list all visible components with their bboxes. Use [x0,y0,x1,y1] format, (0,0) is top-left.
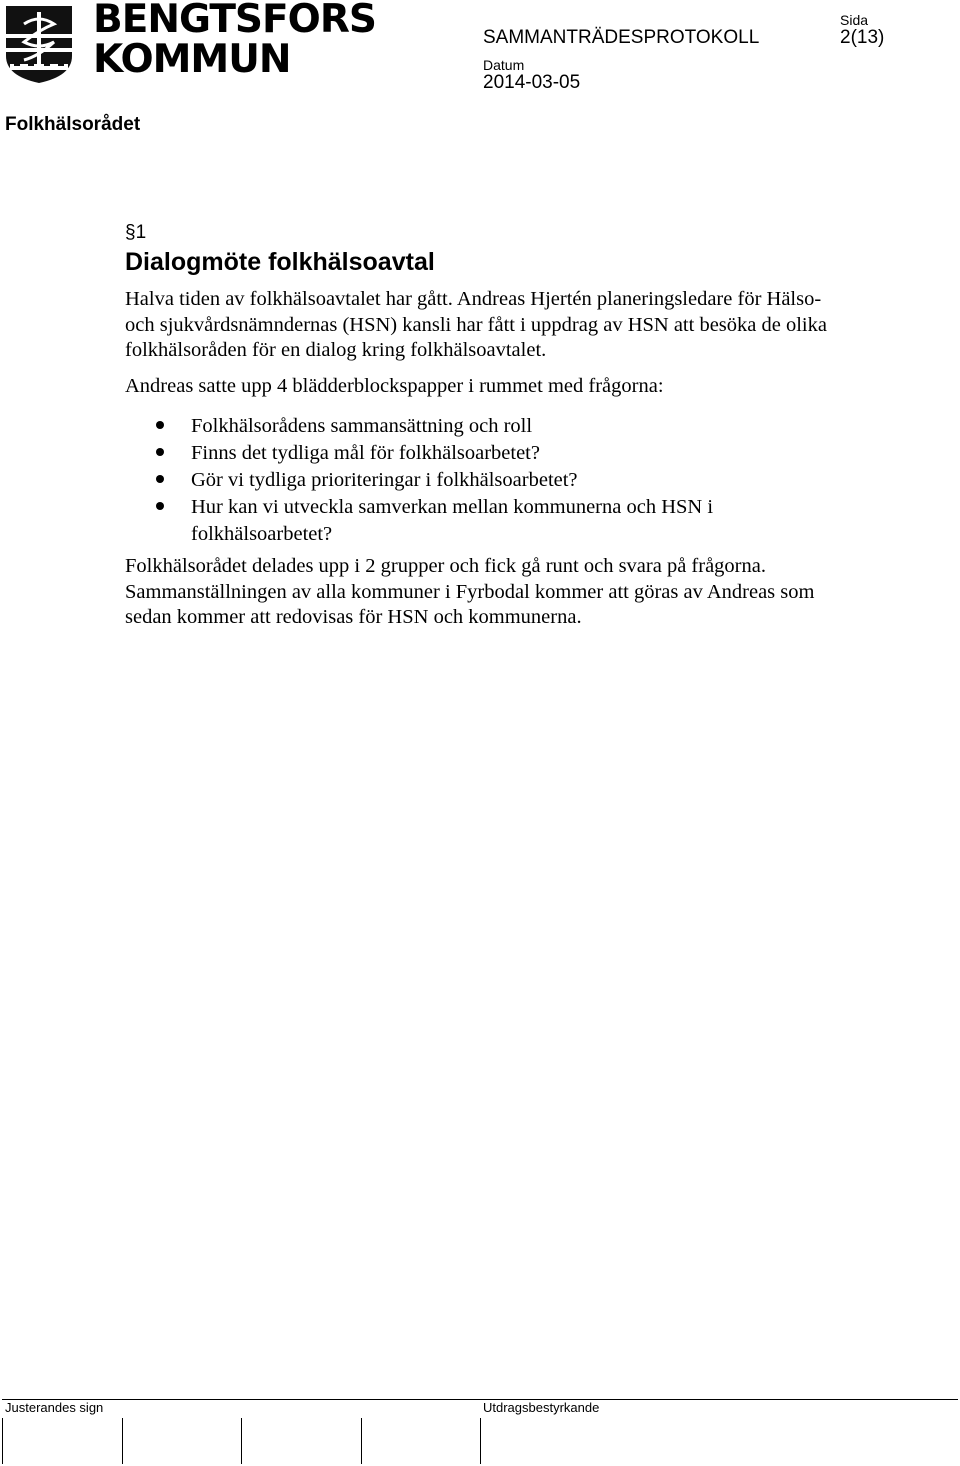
list-item [125,494,825,548]
bullet-icon [156,475,164,483]
brand-line-2: KOMMUN [93,37,291,82]
conclusion-paragraph: Folkhälsorådet delades upp i 2 grupper och fick gå runt och svara på frågorna. Sammanställningen av alla kommuner i Fyrbodal kommer att göras av Andreas som sedan kommer att redovisas för HSN och kommunerna. [125,555,815,628]
bullet-icon [156,421,164,429]
list-item [125,413,825,440]
questions-intro: Andreas satte upp 4 blädderblockspapper i rummet med frågorna: [125,375,664,397]
section-heading: Dialogmöte folkhälsoavtal [125,248,435,276]
bullet-icon [156,502,164,510]
questions-list [125,413,825,548]
page-label: Sida [840,12,869,28]
page-number: 2(13) [840,27,885,48]
utdragsbestyrkande-label: Utdragsbestyrkande [483,1400,600,1415]
footer-divider [2,1399,958,1400]
question-text: Gör vi tydliga prioriteringar i folkhälsoarbetet? [191,469,578,491]
question-text: Finns det tydliga mål för folkhälsoarbetet? [191,442,540,464]
list-item [125,440,825,467]
signature-box-divider [241,1418,242,1464]
organization-name: Folkhälsorådet [5,114,141,135]
brand-line-1: BENGTSFORS [93,0,376,42]
paragraph-number: §1 [125,222,147,243]
question-text: Hur kan vi utveckla samverkan mellan kommunerna och HSN i folkhälsoarbetet? [191,496,714,545]
municipality-logo [4,4,74,84]
signature-box-divider [361,1418,362,1464]
date-value: 2014-03-05 [483,72,581,93]
brand-wordmark [93,0,376,80]
document-title: SAMMANTRÄDESPROTOKOLL [483,27,760,48]
list-item [125,467,825,494]
justerandes-sign-label: Justerandes sign [5,1400,104,1415]
bullet-icon [156,448,164,456]
intro-paragraph: Halva tiden av folkhälsoavtalet har gått. Andreas Hjertén planeringsledare för Hälso- och sjukvårdsnämndernas (HSN) kansli har fått i uppdrag av HSN att besöka de olika folkhälsoråden för en dialog kring folkhälsoavtalet. [125,288,827,361]
date-label: Datum [483,57,525,73]
question-text: Folkhälsorådens sammansättning och roll [191,415,533,437]
signature-box-divider [2,1418,3,1464]
signature-box-divider [122,1418,123,1464]
signature-box-divider [480,1418,481,1464]
